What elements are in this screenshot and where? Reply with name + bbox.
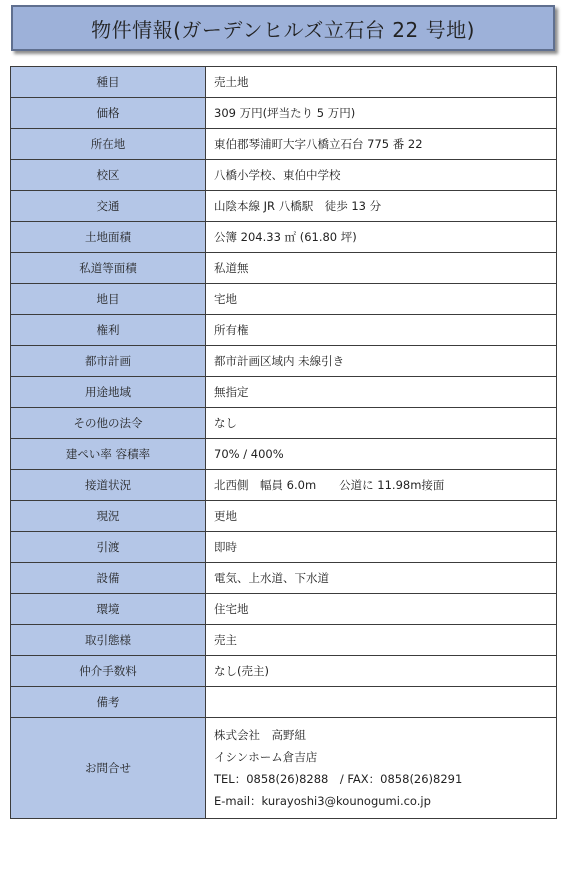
row-value: 70% / 400% bbox=[206, 439, 557, 470]
table-row bbox=[11, 625, 557, 656]
table-row bbox=[11, 315, 557, 346]
table-row bbox=[11, 501, 557, 532]
page-title: 物件情報(ガーデンヒルズ立石台 22 号地) bbox=[91, 17, 475, 42]
row-value: 無指定 bbox=[206, 377, 557, 408]
table-row bbox=[11, 346, 557, 377]
table-row bbox=[11, 563, 557, 594]
title-banner bbox=[11, 5, 555, 51]
contact-email: E-mail：kurayoshi3@kounogumi.co.jp bbox=[214, 794, 431, 808]
table-row bbox=[11, 687, 557, 718]
row-label: 環境 bbox=[11, 594, 206, 625]
row-value: 売主 bbox=[206, 625, 557, 656]
table-row bbox=[11, 594, 557, 625]
table-row bbox=[11, 67, 557, 98]
row-value: 公簿 204.33 ㎡ (61.80 坪) bbox=[206, 222, 557, 253]
row-value: 即時 bbox=[206, 532, 557, 563]
row-label: 校区 bbox=[11, 160, 206, 191]
row-label: 土地面積 bbox=[11, 222, 206, 253]
row-label: 都市計画 bbox=[11, 346, 206, 377]
row-label: 現況 bbox=[11, 501, 206, 532]
contact-row bbox=[11, 718, 557, 819]
row-value: 八橋小学校、東伯中学校 bbox=[206, 160, 557, 191]
table-row bbox=[11, 222, 557, 253]
row-label: 仲介手数料 bbox=[11, 656, 206, 687]
row-label: 所在地 bbox=[11, 129, 206, 160]
row-value: 東伯郡琴浦町大字八橋立石台 775 番 22 bbox=[206, 129, 557, 160]
table-row bbox=[11, 470, 557, 501]
table-row bbox=[11, 439, 557, 470]
table-row bbox=[11, 532, 557, 563]
table-row bbox=[11, 160, 557, 191]
row-value: 売土地 bbox=[206, 67, 557, 98]
row-label: 交通 bbox=[11, 191, 206, 222]
row-label: 種目 bbox=[11, 67, 206, 98]
row-value: 電気、上水道、下水道 bbox=[206, 563, 557, 594]
row-label: 権利 bbox=[11, 315, 206, 346]
table-row bbox=[11, 656, 557, 687]
row-value: なし(売主) bbox=[206, 656, 557, 687]
row-value: 309 万円(坪当たり 5 万円) bbox=[206, 98, 557, 129]
row-value: 北西側 幅員 6.0m 公道に 11.98m接面 bbox=[206, 470, 557, 501]
contact-label: お問合せ bbox=[11, 718, 206, 819]
row-label: 設備 bbox=[11, 563, 206, 594]
row-value: 住宅地 bbox=[206, 594, 557, 625]
table-row bbox=[11, 129, 557, 160]
row-label: 建ぺい率 容積率 bbox=[11, 439, 206, 470]
table-row bbox=[11, 98, 557, 129]
contact-phone-fax: TEL：0858(26)8288 / FAX：0858(26)8291 bbox=[214, 772, 463, 786]
row-value: 山陰本線 JR 八橋駅 徒歩 13 分 bbox=[206, 191, 557, 222]
row-value: 更地 bbox=[206, 501, 557, 532]
table-row bbox=[11, 284, 557, 315]
row-value: 都市計画区域内 未線引き bbox=[206, 346, 557, 377]
row-value: 所有権 bbox=[206, 315, 557, 346]
row-label: その他の法令 bbox=[11, 408, 206, 439]
table-row bbox=[11, 408, 557, 439]
contact-company: 株式会社 高野組 bbox=[214, 728, 306, 742]
row-label: 備考 bbox=[11, 687, 206, 718]
row-label: 接道状況 bbox=[11, 470, 206, 501]
row-label: 私道等面積 bbox=[11, 253, 206, 284]
row-value: なし bbox=[206, 408, 557, 439]
row-value: 宅地 bbox=[206, 284, 557, 315]
property-info-table bbox=[10, 66, 557, 819]
row-value bbox=[206, 687, 557, 718]
row-label: 価格 bbox=[11, 98, 206, 129]
contact-details bbox=[206, 718, 557, 819]
table-row bbox=[11, 191, 557, 222]
contact-branch: イシンホーム倉吉店 bbox=[214, 750, 318, 764]
row-label: 取引態様 bbox=[11, 625, 206, 656]
row-label: 引渡 bbox=[11, 532, 206, 563]
table-row bbox=[11, 253, 557, 284]
table-row bbox=[11, 377, 557, 408]
row-value: 私道無 bbox=[206, 253, 557, 284]
row-label: 地目 bbox=[11, 284, 206, 315]
row-label: 用途地域 bbox=[11, 377, 206, 408]
